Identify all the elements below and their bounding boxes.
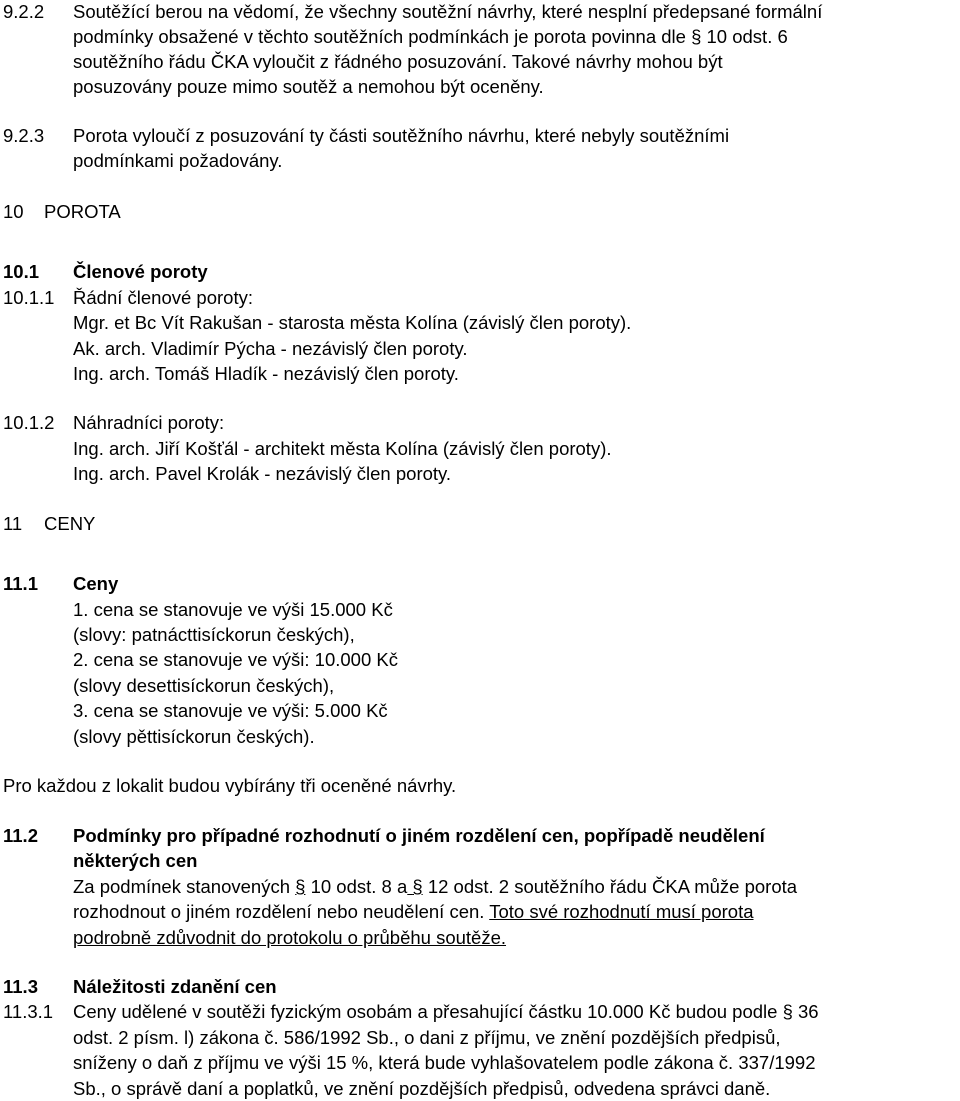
section-title: CENY [44,513,96,534]
prize-line: (slovy pěttisíckorun českých). [73,726,315,747]
section-number: 10.1.1 [3,287,55,308]
section-number: 11 [3,513,23,534]
member-item: Ing. arch. Jiří Košťál - architekt města Kolína (závislý člen poroty). [73,438,612,459]
locality-note: Pro každou z lokalit budou vybírány tři oceněné návrhy. [3,775,457,796]
section-title: POROTA [44,201,121,222]
member-item: Ing. arch. Tomáš Hladík - nezávislý člen poroty. [73,363,459,384]
paragraph-sign: § [295,876,306,897]
section-number: 11.3.1 [3,1001,54,1022]
prize-line: (slovy: patnácttisíckorun českých), [73,624,355,645]
section-number: 11.3 [3,976,38,997]
section-title: Ceny [73,573,119,594]
underlined-text: podrobně zdůvodnit do protokolu o průběhu soutěže. [73,927,507,948]
section-number: 9.2.2 [3,1,45,22]
section-title: Náhradníci poroty: [73,412,225,433]
prize-line: (slovy desettisíckorun českých), [73,675,335,696]
prize-line: 3. cena se stanovuje ve výši: 5.000 Kč [73,700,388,721]
member-item: Ing. arch. Pavel Krolák - nezávislý člen poroty. [73,463,452,484]
section-number: 10 [3,201,24,222]
paragraph-line: Soutěžící berou na vědomí, že všechny soutěžní návrhy, které nesplní předepsané formální [73,1,823,22]
paragraph-line: Porota vyloučí z posuzování ty části soutěžního návrhu, které nebyly soutěžními [73,125,730,146]
text: 12 odst. 2 soutěžního řádu ČKA může porota [422,876,798,897]
text: rozhodnout o jiném rozdělení nebo neudělení cen. [73,901,490,922]
underlined-text: Toto své rozhodnutí musí porota [489,901,754,922]
section-number: 9.2.3 [3,125,45,146]
paragraph-line: odst. 2 písm. l) zákona č. 586/1992 Sb., o dani z příjmu, ve znění pozdějších předpisů, [73,1027,781,1048]
paragraph-line: Sb., o správě daní a poplatků, ve znění pozdějších předpisů, odvedena správci daně. [73,1078,771,1099]
member-item: Mgr. et Bc Vít Rakušan - starosta města Kolína (závislý člen poroty). [73,312,632,333]
paragraph-line: podmínky obsažené v těchto soutěžních podmínkách je porota povinna dle § 10 odst. 6 [73,26,788,47]
paragraph-line [73,903,754,922]
section-title: některých cen [73,850,198,871]
paragraph-line: Ceny udělené v soutěži fyzickým osobám a přesahující částku 10.000 Kč budou podle § 36 [73,1001,819,1022]
text: Za podmínek stanovených [73,876,296,897]
section-number: 10.1 [3,261,40,282]
paragraph-line [73,878,797,897]
section-title: Řádní členové poroty: [73,287,253,308]
section-title: Náležitosti zdanění cen [73,976,277,997]
member-item: Ak. arch. Vladimír Pýcha - nezávislý člen poroty. [73,338,468,359]
text: 10 odst. 8 a [305,876,408,897]
paragraph-line: soutěžního řádu ČKA vyloučit z řádného posuzování. Takové návrhy mohou být [73,51,723,72]
prize-line: 2. cena se stanovuje ve výši: 10.000 Kč [73,649,398,670]
paragraph-line: posuzovány pouze mimo soutěž a nemohou být oceněny. [73,76,544,97]
section-title: Členové poroty [73,261,208,282]
section-number: 11.1 [3,573,38,594]
section-number: 10.1.2 [3,412,55,433]
paragraph-line: sníženy o daň z příjmu ve výši 15 %, která bude vyhlašovatelem podle zákona č. 337/1992 [73,1052,816,1073]
prize-line: 1. cena se stanovuje ve výši 15.000 Kč [73,599,393,620]
paragraph-line: podmínkami požadovány. [73,150,283,171]
section-number: 11.2 [3,825,38,846]
paragraph-sign: § [412,876,423,897]
section-title: Podmínky pro případné rozhodnutí o jiném rozdělení cen, popřípadě neudělení [73,825,765,846]
